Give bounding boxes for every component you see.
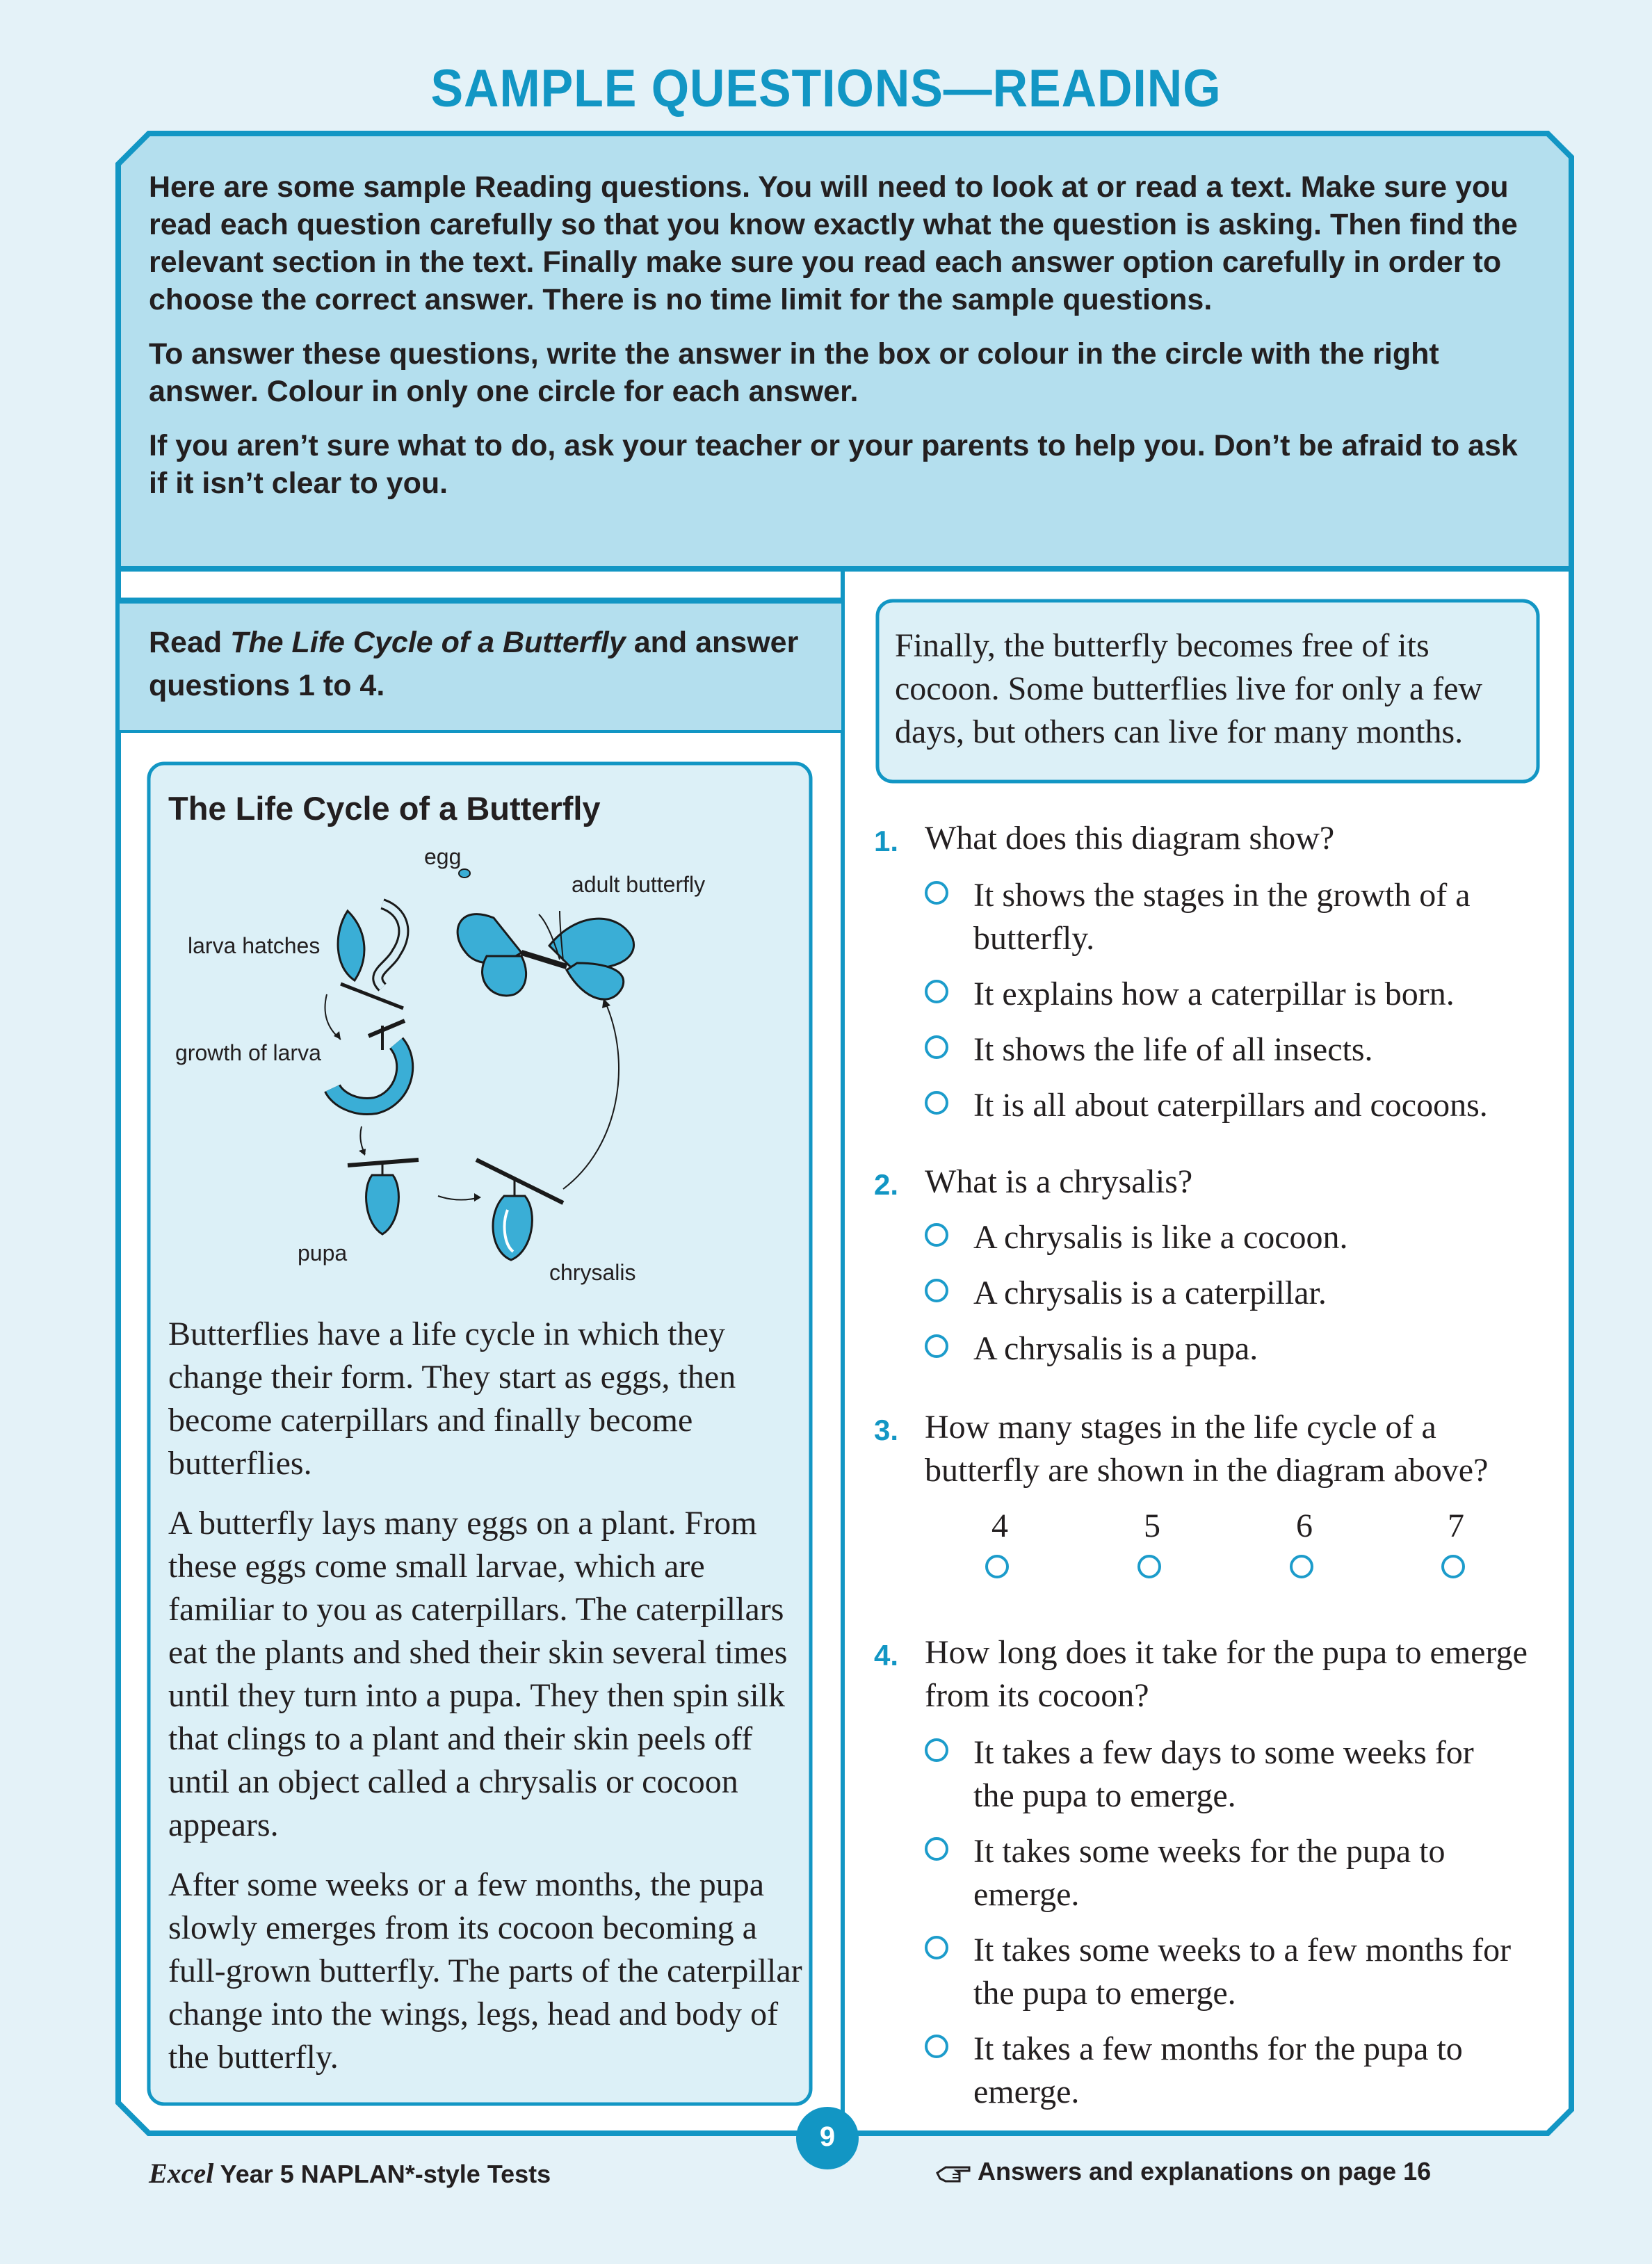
option-text: It takes some weeks to a few months for the pupa to emerge.: [973, 1932, 1512, 2012]
answer-option[interactable]: [925, 1084, 1523, 1127]
passage-continued: Finally, the butterfly becomes free of its cocoon. Some butterflies live for only a few days, but others can live for many months.: [895, 627, 1483, 750]
option-text: It explains how a caterpillar is born.: [973, 976, 1455, 1012]
answer-option[interactable]: [925, 1830, 1523, 1916]
radio-circle-icon[interactable]: [925, 1334, 948, 1358]
radio-circle-icon[interactable]: [1290, 1555, 1313, 1578]
butterfly-icon: [457, 911, 633, 999]
radio-circle-icon[interactable]: [925, 2035, 948, 2058]
instruction-suffix: and answer questions 1 to 4.: [149, 626, 799, 702]
option-text: A chrysalis is a caterpillar.: [973, 1275, 1327, 1311]
option-text: It shows the stages in the growth of a butterfly.: [973, 877, 1471, 957]
radio-circle-icon[interactable]: [925, 1936, 948, 1959]
option-text: 7: [1448, 1507, 1464, 1544]
reading-passage: [168, 1313, 815, 2096]
card-title: The Life Cycle of a Butterfly: [168, 790, 601, 827]
pointing-hand-icon: [936, 2160, 972, 2184]
label-pupa: pupa: [298, 1240, 348, 1266]
page-title: SAMPLE QUESTIONS—READING: [430, 59, 1222, 118]
option-text: It shows the life of all insects.: [973, 1031, 1373, 1068]
option-text: 4: [991, 1507, 1008, 1544]
option-text: A chrysalis is a pupa.: [973, 1330, 1258, 1367]
option-text: It is all about caterpillars and cocoons.: [973, 1087, 1488, 1124]
option-text: It takes a few days to some weeks for the pupa to emerge.: [973, 1734, 1474, 1814]
reading-instruction: [149, 621, 816, 707]
option-text: 5: [1144, 1507, 1160, 1544]
question-number: 3.: [874, 1414, 899, 1446]
instruction-text-title: The Life Cycle of a Butterfly: [230, 626, 626, 659]
answer-option[interactable]: [979, 1505, 1021, 1571]
passage-paragraph: A butterfly lays many eggs on a plant. From these eggs come small larvae, which are familiar to you as caterpillars. The caterpillars eat the plants and shed their skin several times until they turn into a pupa. They then spin silk that clings to a plant and their skin peels off until an object called a chrysalis or cocoon appears.: [168, 1505, 788, 1843]
answer-option[interactable]: [925, 2028, 1523, 2114]
passage-paragraph: After some weeks or a few months, the pupa slowly emerges from its cocoon becoming a full-grown butterfly. The parts of the caterpillar change into the wings, legs, head and body of the butterfly.: [168, 1866, 802, 2076]
answers-reference: Answers and explanations on page 16: [978, 2157, 1432, 2185]
question-text: How long does it take for the pupa to emerge from its cocoon?: [925, 1634, 1528, 1714]
question-text: How many stages in the life cycle of a butterfly are shown in the diagram above?: [925, 1409, 1489, 1489]
radio-circle-icon[interactable]: [925, 1091, 948, 1115]
answer-option[interactable]: [925, 1929, 1523, 2015]
answer-option[interactable]: [1131, 1505, 1173, 1571]
label-growth-of-larva: growth of larva: [175, 1040, 321, 1065]
option-text: It takes some weeks for the pupa to emerge.: [973, 1833, 1446, 1913]
label-egg: egg: [424, 844, 462, 869]
answer-option[interactable]: [925, 1272, 1523, 1315]
radio-circle-icon[interactable]: [925, 1279, 948, 1302]
answer-option[interactable]: [925, 1216, 1523, 1259]
egg-icon: [459, 869, 470, 878]
radio-circle-icon[interactable]: [1441, 1555, 1465, 1578]
brand-logo: Excel: [149, 2158, 214, 2189]
answer-option[interactable]: [925, 1731, 1523, 1818]
answer-option[interactable]: [1283, 1505, 1325, 1571]
intro-paragraph: If you aren’t sure what to do, ask your teacher or your parents to help you. Don’t be afraid to ask if it isn’t clear to you.: [149, 429, 1518, 500]
label-adult-butterfly: adult butterfly: [572, 872, 706, 897]
radio-circle-icon[interactable]: [925, 1837, 948, 1861]
radio-circle-icon[interactable]: [925, 881, 948, 905]
series-title: Year 5 NAPLAN*-style Tests: [213, 2160, 551, 2188]
intro-paragraph: To answer these questions, write the answer in the box or colour in the circle with the right answer. Colour in only one circle for each answer.: [149, 337, 1439, 408]
larva-hatching-icon: [338, 904, 403, 1008]
answer-option[interactable]: [925, 1327, 1523, 1370]
footer-series: [149, 2157, 551, 2190]
radio-circle-icon[interactable]: [925, 1223, 948, 1247]
option-text: 6: [1296, 1507, 1313, 1544]
answer-option[interactable]: [1435, 1505, 1477, 1571]
radio-circle-icon[interactable]: [925, 1035, 948, 1059]
pupa-icon: [348, 1160, 419, 1234]
label-larva-hatches: larva hatches: [188, 933, 321, 958]
label-chrysalis: chrysalis: [549, 1260, 636, 1285]
question-number: 1.: [874, 825, 899, 857]
question-text: What is a chrysalis?: [925, 1163, 1193, 1200]
passage-paragraph: Butterflies have a life cycle in which they change their form. They start as eggs, then become caterpillars and finally become butterflies.: [168, 1316, 736, 1482]
answer-option[interactable]: [925, 1028, 1523, 1072]
radio-circle-icon[interactable]: [985, 1555, 1009, 1578]
intro-paragraph: Here are some sample Reading questions. You will need to look at or read a text. Make sure you read each question carefully so that you know exactly what the question is asking. Then find the relevant section in the text. Finally make sure you read each answer option carefully in order to choose the correct answer. There is no time limit for the sample questions.: [149, 170, 1518, 316]
question-number: 4.: [874, 1639, 899, 1672]
chrysalis-icon: [476, 1160, 563, 1260]
instruction-prefix: Read: [149, 626, 231, 659]
footer-answers-link[interactable]: [936, 2157, 1431, 2186]
radio-circle-icon[interactable]: [1137, 1555, 1161, 1578]
question-number: 2.: [874, 1168, 899, 1201]
page-number: 9: [796, 2107, 859, 2169]
option-text: A chrysalis is like a cocoon.: [973, 1219, 1348, 1256]
question-text: What does this diagram show?: [925, 820, 1335, 857]
radio-circle-icon[interactable]: [925, 1738, 948, 1762]
caterpillar-icon: [332, 1021, 405, 1106]
life-cycle-diagram: [160, 834, 800, 1293]
radio-circle-icon[interactable]: [925, 980, 948, 1003]
intro-text: [149, 168, 1532, 519]
answer-option[interactable]: [925, 973, 1523, 1016]
answer-option[interactable]: [925, 874, 1523, 960]
option-text: It takes a few months for the pupa to emerge.: [973, 2030, 1463, 2110]
diagram-drawing: [160, 834, 800, 1293]
